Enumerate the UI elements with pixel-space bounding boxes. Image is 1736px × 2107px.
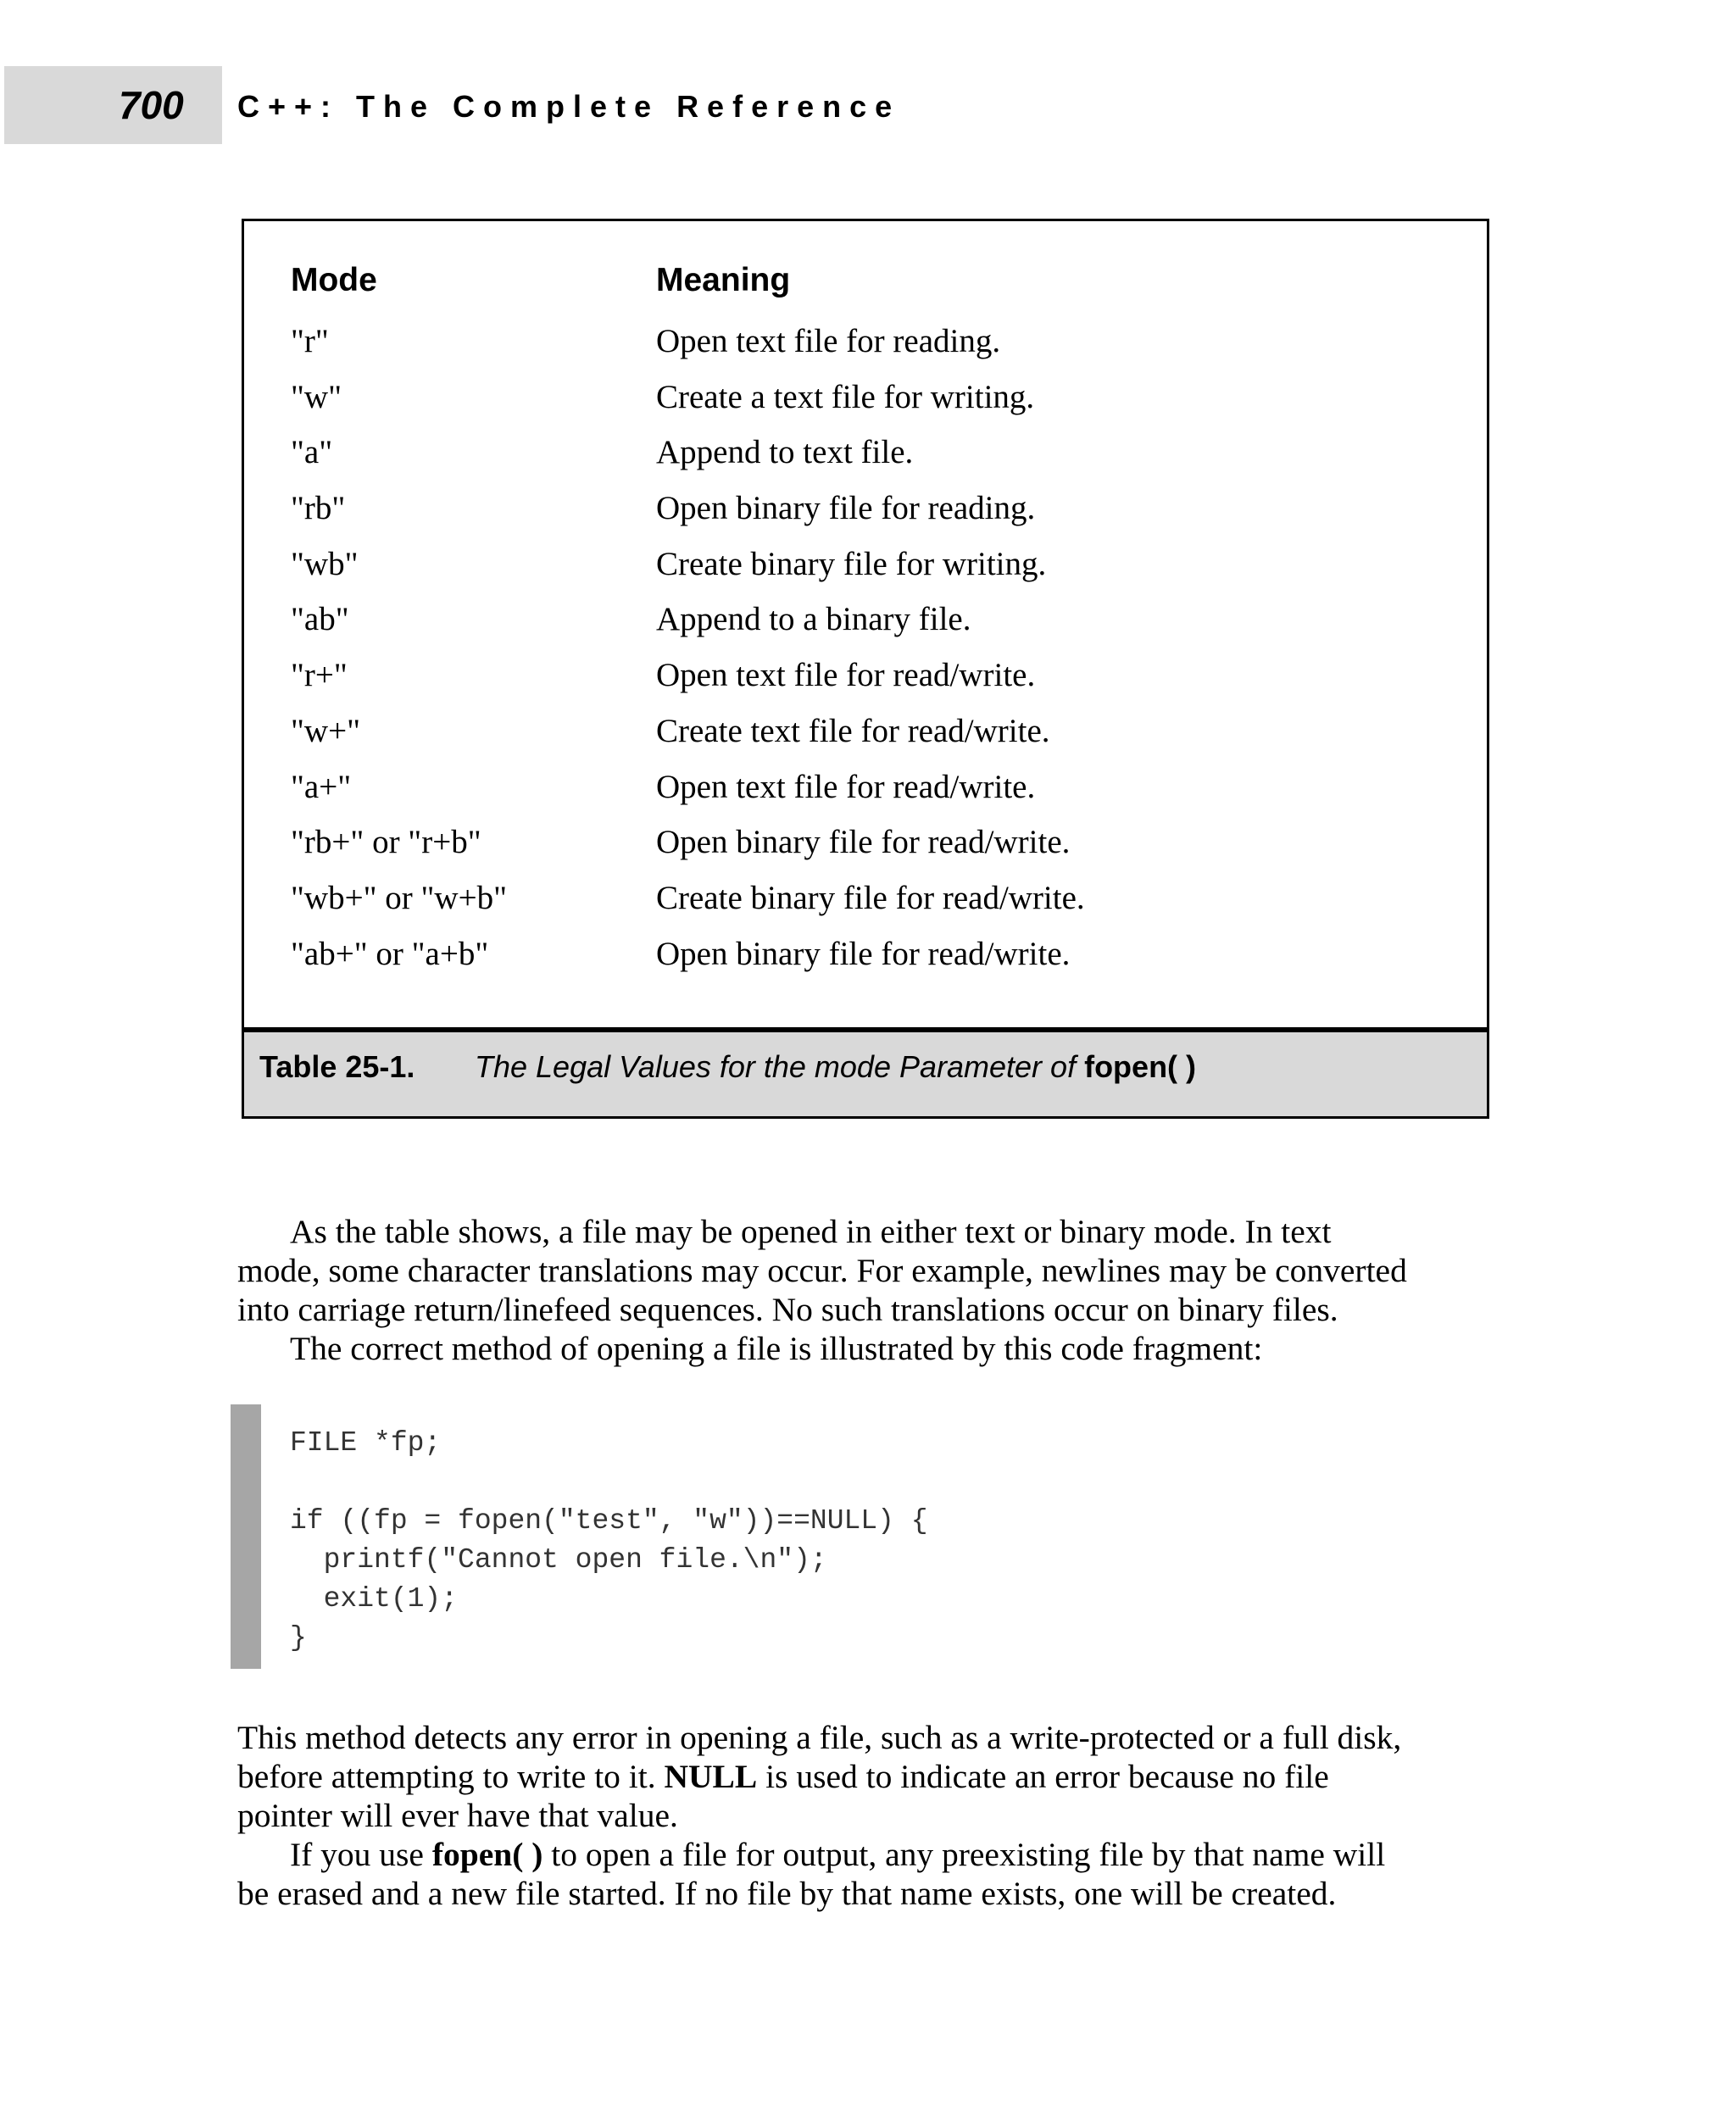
- mode-cell: "ab": [291, 601, 349, 638]
- mode-cell: "rb+" or "r+b": [291, 824, 481, 861]
- mode-cell: "r+": [291, 657, 348, 694]
- table-caption-code: fopen( ): [1084, 1049, 1197, 1084]
- code-line: }: [290, 1622, 307, 1654]
- meaning-cell: Create text file for read/write.: [656, 712, 1050, 749]
- table-row: [244, 933, 1487, 989]
- meaning-cell: Open text file for reading.: [656, 323, 1001, 359]
- paragraph-intro: [237, 1212, 1492, 1368]
- table-caption-text: [475, 1049, 1196, 1085]
- table-row: [244, 710, 1487, 766]
- mode-table: [242, 219, 1489, 1119]
- paragraph-line: pointer will ever have that value.: [237, 1797, 678, 1834]
- code-block: [290, 1424, 928, 1658]
- code-line: if ((fp = fopen("test", "w"))==NULL) {: [290, 1505, 928, 1537]
- table-row: [244, 376, 1487, 432]
- meaning-cell: Open binary file for reading.: [656, 490, 1036, 527]
- text-run: If you use: [290, 1836, 432, 1873]
- text-run: is used to indicate an error because no file: [757, 1758, 1329, 1795]
- meaning-cell: Open binary file for read/write.: [656, 824, 1071, 861]
- code-line: exit(1);: [290, 1583, 459, 1615]
- table-row: [244, 320, 1487, 376]
- table-row: [244, 543, 1487, 599]
- table-row: [244, 821, 1487, 877]
- paragraph-explanation: [237, 1718, 1492, 1913]
- table-caption-label: Table 25-1.: [259, 1049, 415, 1084]
- meaning-cell: Create a text file for writing.: [656, 378, 1035, 415]
- mode-cell: "ab+" or "a+b": [291, 935, 489, 972]
- running-title: C++: The Complete Reference: [237, 89, 901, 124]
- table-row: [244, 877, 1487, 933]
- table-body: [244, 221, 1487, 1027]
- page-number: 700: [119, 83, 184, 127]
- paragraph-line: mode, some character translations may occur. For example, newlines may be converted: [237, 1252, 1407, 1289]
- meaning-cell: Create binary file for read/write.: [656, 879, 1085, 916]
- meaning-cell: Open text file for read/write.: [656, 768, 1036, 805]
- column-header-mode: Mode: [291, 262, 377, 298]
- paragraph-line: into carriage return/linefeed sequences. No such translations occur on binary files.: [237, 1291, 1338, 1328]
- meaning-cell: Append to text file.: [656, 434, 914, 471]
- text-run: before attempting to write to it.: [237, 1758, 665, 1795]
- mode-cell: "wb+" or "w+b": [291, 879, 507, 916]
- mode-cell: "w": [291, 378, 342, 415]
- mode-cell: "a+": [291, 768, 352, 805]
- mode-cell: "w+": [291, 712, 360, 749]
- paragraph-line: be erased and a new file started. If no file by that name exists, one will be created.: [237, 1875, 1337, 1912]
- table-caption-title: The Legal Values for the mode Parameter of: [475, 1049, 1085, 1084]
- mode-cell: "rb": [291, 490, 346, 527]
- table-row: [244, 598, 1487, 654]
- null-keyword: NULL: [664, 1758, 758, 1795]
- meaning-cell: Create binary file for writing.: [656, 545, 1047, 582]
- table-row: [244, 431, 1487, 487]
- mode-cell: "wb": [291, 545, 359, 582]
- paragraph-line: [237, 1835, 1492, 1874]
- fopen-keyword: fopen( ): [431, 1836, 543, 1873]
- paragraph-line: As the table shows, a file may be opened in either text or binary mode. In text: [290, 1213, 1332, 1250]
- code-block-bar: [231, 1404, 261, 1669]
- meaning-cell: Open binary file for read/write.: [656, 935, 1071, 972]
- code-line: printf("Cannot open file.\n");: [290, 1544, 827, 1576]
- table-row: [244, 654, 1487, 710]
- meaning-cell: Append to a binary file.: [656, 601, 971, 638]
- paragraph-line: The correct method of opening a file is illustrated by this code fragment:: [290, 1330, 1263, 1367]
- table-row: [244, 487, 1487, 543]
- table-caption: [244, 1027, 1487, 1116]
- page-number-box: [4, 66, 222, 144]
- code-line: FILE *fp;: [290, 1427, 442, 1459]
- paragraph-line: [237, 1757, 1492, 1796]
- paragraph-line: This method detects any error in opening a file, such as a write-protected or a full disk,: [237, 1719, 1402, 1756]
- column-header-meaning: Meaning: [656, 262, 791, 298]
- meaning-cell: Open text file for read/write.: [656, 657, 1036, 694]
- mode-cell: "a": [291, 434, 333, 471]
- table-rows: [244, 320, 1487, 988]
- code-line: [290, 1463, 928, 1502]
- text-run: to open a file for output, any preexisting file by that name will: [542, 1836, 1386, 1873]
- table-row: [244, 766, 1487, 822]
- mode-cell: "r": [291, 323, 329, 359]
